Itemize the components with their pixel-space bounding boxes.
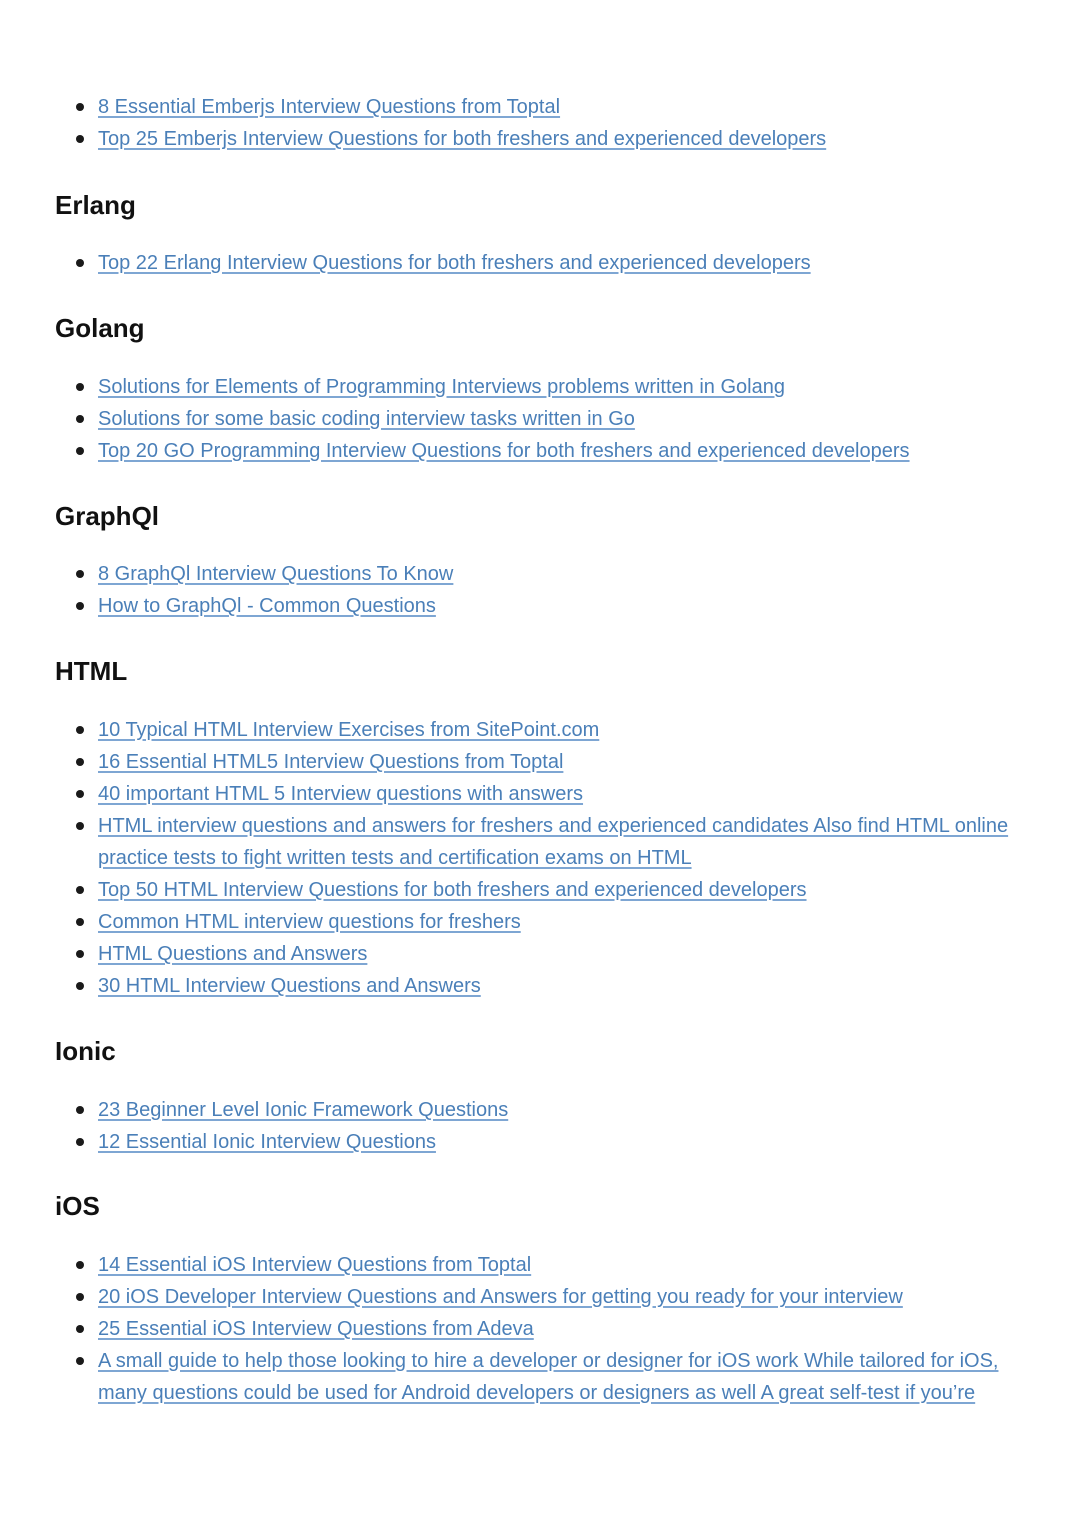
list-item [0, 1249, 1028, 1281]
bullet-icon [76, 602, 84, 610]
list-item [0, 247, 1028, 279]
link[interactable]: Solutions for some basic coding interview tasks written in Go [98, 408, 635, 430]
bullet-icon [76, 259, 84, 267]
list-item [0, 714, 1028, 746]
bullet-icon [76, 726, 84, 734]
link[interactable]: 8 GraphQl Interview Questions To Know [98, 563, 454, 585]
section-heading-erlang: Erlang [55, 190, 136, 220]
list-item [0, 1313, 1028, 1345]
list-item [0, 810, 1028, 874]
list-item [0, 874, 1028, 906]
list-item [0, 371, 1028, 403]
bullet-icon [76, 135, 84, 143]
bullet-icon [76, 822, 84, 830]
html-link-list [0, 714, 1080, 1002]
list-item [0, 558, 1028, 590]
list-item [0, 403, 1028, 435]
section-heading-golang: Golang [55, 313, 145, 343]
graphql-link-list [0, 558, 1080, 622]
bullet-icon [76, 918, 84, 926]
link[interactable]: 8 Essential Emberjs Interview Questions from Toptal [98, 96, 561, 118]
bullet-icon [76, 447, 84, 455]
list-item [0, 123, 1028, 155]
link[interactable]: How to GraphQl - Common Questions [98, 595, 436, 617]
bullet-icon [76, 383, 84, 391]
bullet-icon [76, 982, 84, 990]
bullet-icon [76, 758, 84, 766]
section-heading-ionic: Ionic [55, 1036, 116, 1066]
section-heading-ios: iOS [55, 1191, 100, 1221]
link[interactable]: 10 Typical HTML Interview Exercises from SitePoint.com [98, 719, 600, 741]
link[interactable]: 12 Essential Ionic Interview Questions [98, 1131, 436, 1153]
bullet-icon [76, 570, 84, 578]
link[interactable]: 14 Essential iOS Interview Questions from Toptal [98, 1254, 532, 1276]
list-item [0, 746, 1028, 778]
list-item [0, 91, 1028, 123]
bullet-icon [76, 1293, 84, 1301]
bullet-icon [76, 790, 84, 798]
list-item [0, 778, 1028, 810]
link[interactable]: Top 25 Emberjs Interview Questions for both freshers and experienced developers [98, 128, 827, 150]
link[interactable]: A small guide to help those looking to hire a developer or designer for iOS work While tailored for iOS, many questions could be used for Android developers or designers as well A great self-test if you’re [98, 1350, 999, 1404]
list-item [0, 590, 1028, 622]
ionic-link-list [0, 1094, 1080, 1158]
link[interactable]: Top 20 GO Programming Interview Questions for both freshers and experienced developers [98, 440, 910, 462]
link[interactable]: 30 HTML Interview Questions and Answers [98, 975, 481, 997]
link[interactable]: 40 important HTML 5 Interview questions with answers [98, 783, 584, 805]
list-item [0, 938, 1028, 970]
list-item [0, 1345, 1028, 1409]
bullet-icon [76, 103, 84, 111]
link[interactable]: Common HTML interview questions for freshers [98, 911, 521, 933]
link[interactable]: HTML Questions and Answers [98, 943, 368, 965]
bullet-icon [76, 886, 84, 894]
link[interactable]: Top 22 Erlang Interview Questions for both freshers and experienced developers [98, 252, 811, 274]
list-item [0, 970, 1028, 1002]
list-item [0, 1281, 1028, 1313]
erlang-link-list [0, 247, 1080, 279]
emberjs-link-list [0, 91, 1080, 155]
link[interactable]: Top 50 HTML Interview Questions for both freshers and experienced developers [98, 879, 807, 901]
bullet-icon [76, 1357, 84, 1365]
section-heading-html: HTML [55, 656, 128, 686]
golang-link-list [0, 371, 1080, 467]
ios-link-list [0, 1249, 1080, 1409]
list-item [0, 435, 1028, 467]
bullet-icon [76, 1325, 84, 1333]
bullet-icon [76, 1138, 84, 1146]
bullet-icon [76, 950, 84, 958]
link[interactable]: 23 Beginner Level Ionic Framework Questions [98, 1099, 509, 1121]
bullet-icon [76, 1261, 84, 1269]
list-item [0, 1094, 1028, 1126]
section-heading-graphql: GraphQl [55, 501, 160, 531]
link[interactable]: 20 iOS Developer Interview Questions and Answers for getting you ready for your interview [98, 1286, 903, 1308]
link[interactable]: Solutions for Elements of Programming Interviews problems written in Golang [98, 376, 785, 398]
link[interactable]: 25 Essential iOS Interview Questions from Adeva [98, 1318, 534, 1340]
bullet-icon [76, 1106, 84, 1114]
list-item [0, 1126, 1028, 1158]
list-item [0, 906, 1028, 938]
link[interactable]: 16 Essential HTML5 Interview Questions from Toptal [98, 751, 564, 773]
bullet-icon [76, 415, 84, 423]
link[interactable]: HTML interview questions and answers for freshers and experienced candidates Also find HTML online practice tests to fight written tests and certification exams on HTML [98, 815, 1009, 869]
